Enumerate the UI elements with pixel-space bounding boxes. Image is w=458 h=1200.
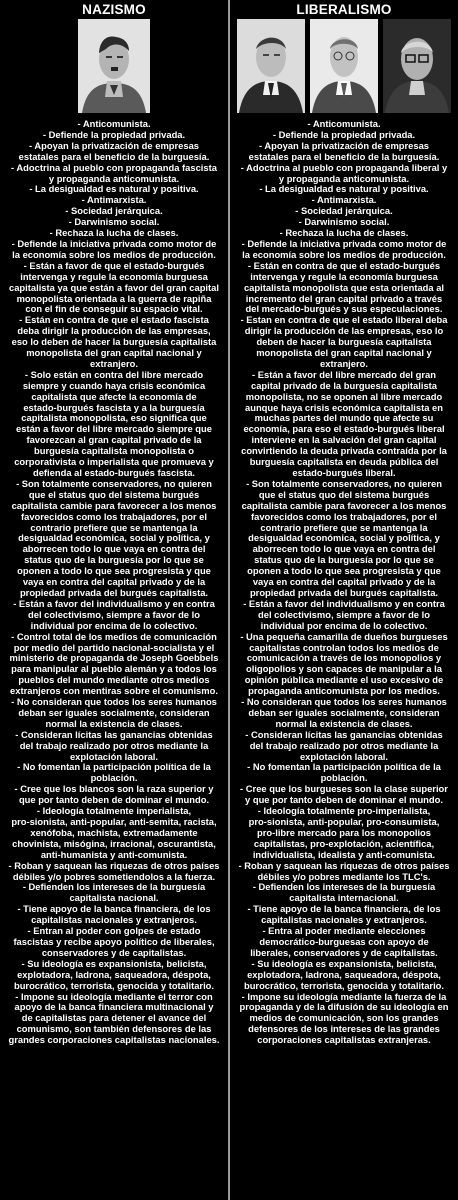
portrait-photo-1: [237, 19, 305, 113]
portrait-photo: [78, 19, 150, 113]
portrait-figure-2: [310, 19, 378, 113]
right-photos: [232, 19, 456, 115]
portrait-photo-2: [310, 19, 378, 113]
left-heading: NAZISMO: [82, 2, 146, 17]
left-photos: [2, 19, 226, 115]
left-points-text: - Anticomunista. - Defiende la propiedad privada. - Apoyan la privatización de empresas estatales para el beneficio de la burguesía. - Adoctrina al pueblo con propaganda fascista y propaganda anticomunista. - La desigualdad es natural y positiva. - Antimarxista. - Sociedad jerárquica. - Darwinismo social. - Rechaza la lucha de clases. - Defiende la iniciativa privada como motor de la economía sobre los medios de producción. - Están a favor de que el estado-burgués intervenga y regule la economía burguesa capitalista ya que están a favor del gran capital monopolista orientada a la guerra de rapiña con el fin de conseguir su espacio vital. - Están en contra de que el estado fascista deba dirigir la producción de las empresas, eso lo deben de hacer la burguesía capitalista monopolista del gran capital nacional y extranjero. - Solo están en contra del libre mercado siempre y cuando haya crisis económica capitalista que afecte la economía de estado-burgués fascista y a la burguesía capitalista monopolista, eso significa que están a favor del libre mercado siempre que favorezcan al gran capital privado de la burguesía capitalista monopolista o corporativista o imperialista que promueva y defienda al estado-burgués fascista. - Son totalmente conservadores, no quieren que el status quo del sistema burgués capitalista cambie para favorecer a los menos favorecidos como los trabajadores, por el contrario prefiere que se mantenga la desigualdad económica, social y política, y aborrecen todo lo que vaya en contra del status quo de la burguesía por lo que se oponen a todo lo que sea progresista y que vaya en contra del capital privado y de la propiedad privada del burgués capitalista. - Están a favor del individualismo y en contra del colectivismo, siempre a favor de lo individual por encima de lo colectivo. - Control total de los medios de comunicación por medio del partido nacional-socialista y el ministerio de propaganda de Joseph Goebbels para manipular al pueblo alemán y a todos los pueblos del mundo mediante otros medios extranjeros con mentiras sobre el comunismo. - No consideran que todos los seres humanos deban ser iguales socialmente, consideran normal la existencia de clases. - Consideran lícitas las ganancias obtenidas del trabajo realizado por otros mediante la explotación laboral. - No fomentan la participación política de la población. - Cree que los blancos son la raza superior y que por tanto deben de dominar el mundo. - Ideología totalmente imperialista, pro-sionista, anti-popular, anti-semita, racista, xenófoba, machista, extremadamente chovinista, misógina, irracional, oscurantista, anti-humanista y anti-comunista. - Roban y saquean las riquezas de otros países débiles y/o pobres sometiendolos a la fuerza. - Defienden los intereses de la burguesía capitalista nacional. - Tiene apoyo de la banca financiera, de los capitalistas nacionales y extranjeros. - Entran al poder con golpes de estado fascistas y recibe apoyo político de liberales, conservadores y de capitalistas. - Su ideología es expansionista, belicista, explotadora, ladrona, saqueadora, déspota, burocrático, terrorista, genocida y totalitario. - Impone su ideología mediante el terror con apoyo de la banca financiera multinacional y de capitalistas para detener el avance del comunismo, son también defensores de las grandes corporaciones capitalistas nacionales.: [8, 118, 220, 1046]
portrait-figure-1: [237, 19, 305, 113]
right-column: [228, 0, 458, 1200]
portrait-photo-3: [383, 19, 451, 113]
column-divider: [228, 0, 230, 1200]
portrait-figure: [78, 19, 150, 113]
right-points-text: - Anticomunista. - Defiende la propiedad privada. - Apoyan la privatización de empresas estatales para el beneficio de la burguesía. - Adoctrina al pueblo con propaganda liberal y y propaganda anticomunista. - La desigualdad es natural y positiva. - Antimarxista. - Sociedad jerárquica. - Darwinismo social. - Rechaza la lucha de clases. - Defiende la iniciativa privada como motor de la economía sobre los medios de producción. - Están en contra de que el estado-burgués intervenga y regule la economía burguesa capitalista monopolista que esta orientada al incremento del gran capital privado a través del mercado-burgués y sus especulaciones. - Estan en contra de que el estado liberal deba dirigir la producción de las empresas, eso lo deben de hacer la burguesía capitalista monopolista del gran capital nacional y extranjero. - Están a favor del libre mercado del gran capital privado de la burguesía capitalista monopolista, no se oponen al libre mercado aunque haya crisis económica capitalista en muchas partes del mundo que afecte su economía, para eso el estado-burgués liberal interviene en la salvación del gran capital convirtiendo la deuda privada contraída por la burguesía capitalista en deuda pública del estado-burgués liberal. - Son totalmente conservadores, no quieren que el status quo del sistema burgués capitalista cambie para favorecer a los menos favorecidos como los trabajadores, por el contrario prefiere que se mantenga la desigualdad económica, social y política, y aborrecen todo lo que vaya en contra del status quo de la burguesía por lo que se oponen a todo lo que sea progresista y que vaya en contra del capital privado y de la propiedad privada del burgués capitalista. - Están a favor del individualismo y en contra del colectivismo, siempre a favor de lo individual por encima de lo colectivo. - Una pequeña camarilla de dueños burgueses capitalistas controlan todos los medios de comunicación a través de los monopolios y oligopolios y son capaces de manipular a la opinión pública mediante el uso excesivo de propaganda anticomunista por los medios. - No consideran que todos los seres humanos deban ser iguales socialmente, consideran normal la existencia de clases. - Consideran lícitas las ganancias obtenidas del trabajo realizado por otros mediante la explotación laboral. - No fomentan la participación política de la población. - Cree que los burgueses son la clase superior y que por tanto deben de dominar el mundo. - Ideología totalmente pro-imperialista, pro-sionista, anti-popular, pro-consumista, pro-libre mercado para los monopolios capitalistas, pro-explotación, acientífica, individualista, idealista y anti-comunista. - Roban y saquean las riquezas de otros países débiles y/o pobres mediante los TLC's. - Defienden los intereses de la burguesía capitalista internacional. - Tiene apoyo de la banca financiera, de los capitalistas nacionales y extranjeros. - Entra al poder mediante elecciones democrático-burguesas con apoyo de liberales, conservadores y de capitalistas. - Su ideología es expansionista, belicista, explotadora, ladrona, saqueadora, déspota, burocrático, terrorista, genocida y totalitario. - Impone su ideología mediante la fuerza de la propaganda y de la difusión de su ideología en medios de comunicación, son los grandes defensores de los intereses de las grandes corporaciones capitalistas extranjeras.: [238, 118, 450, 1046]
right-heading: LIBERALISMO: [296, 2, 392, 17]
portrait-figure-3: [383, 19, 451, 113]
left-column: [0, 0, 228, 1200]
